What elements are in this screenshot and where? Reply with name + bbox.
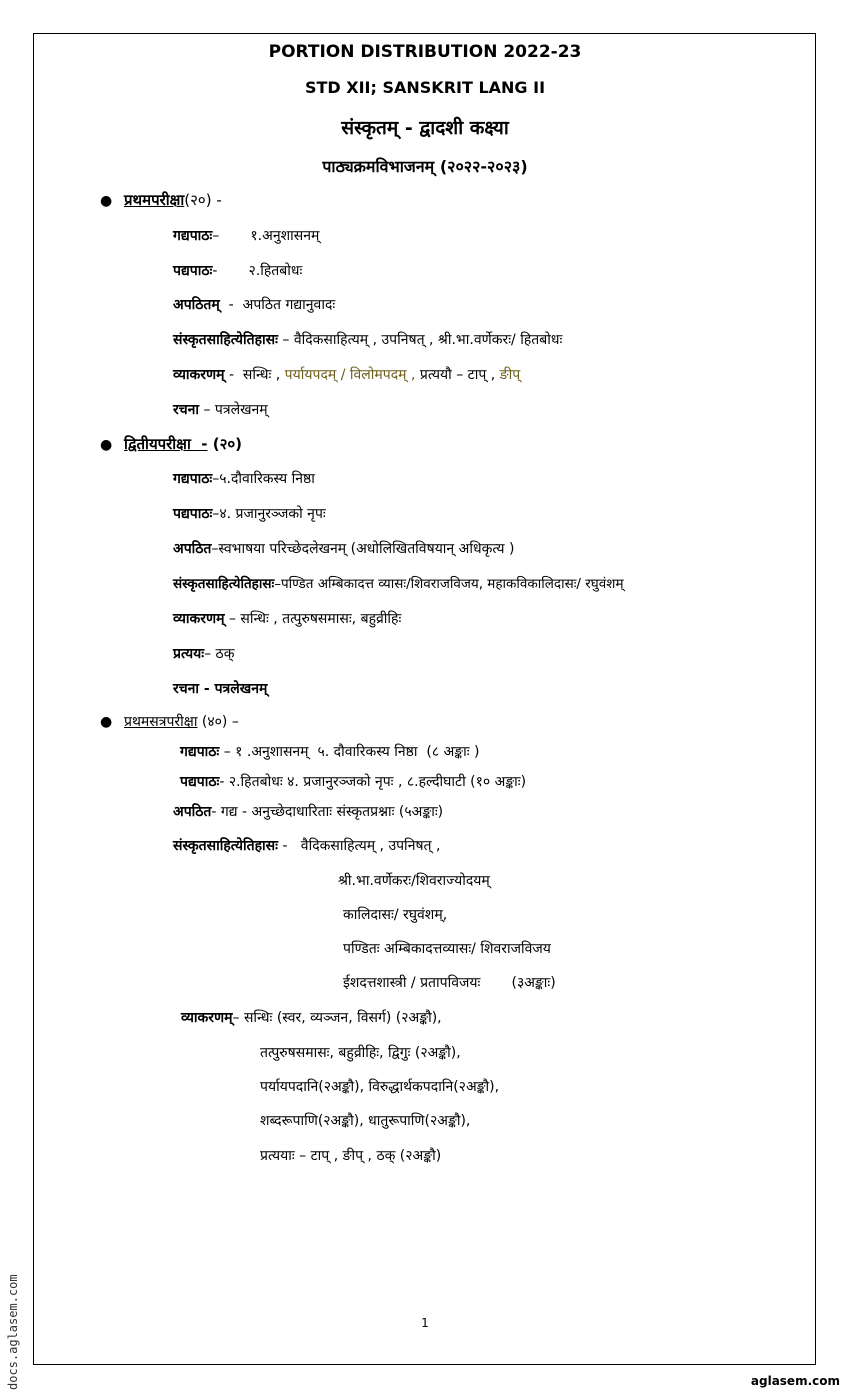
doc-title: PORTION DISTRIBUTION 2022-23 <box>268 42 582 62</box>
section3-grammar-line: प्रत्ययाः – टाप् , ङीप् , ठक् (२अङ्कौ) <box>260 1148 442 1164</box>
section2-row-unseen: अपठित–स्वभाषया परिच्छेदलेखनम् (अधोलिखितविषयान् अधिकृत्य ) <box>173 541 515 557</box>
section1-heading: ● प्रथमपरीक्षा(२०) - <box>100 191 222 209</box>
section1-row-poetry: पद्यपाठः- २.हितबोधः <box>173 263 303 279</box>
section2-row-prose: गद्यपाठः–५.दौवारिकस्य निष्ठा <box>173 471 315 487</box>
page-number: 1 <box>421 1316 429 1330</box>
bullet-icon: ● <box>100 714 113 730</box>
section1-row-grammar: व्याकरणम् - सन्धिः , पर्यायपदम् / विलोमपदम् , प्रत्ययौ – टाप् , ङीप् <box>173 367 521 383</box>
section3-grammar-line: पर्यायपदानि(२अङ्कौ), विरुद्धार्थकपदानि(२अङ्कौ), <box>260 1079 500 1095</box>
section1-row-unseen: अपठितम् - अपठित गद्यानुवादः <box>173 297 336 313</box>
section3-grammar-line: शब्दरूपाणि(२अङ्कौ), धातुरूपाणि(२अङ्कौ), <box>260 1113 471 1129</box>
section3-heading: ● प्रथमसत्रपरीक्षा (४०) – <box>100 714 239 730</box>
section2-heading: ● द्वितीयपरीक्षा - (२०) <box>100 435 243 453</box>
brand-link[interactable]: aglasem.com <box>750 1374 840 1388</box>
watermark-text: docs.aglasem.com <box>6 1274 20 1390</box>
section3-grammar-label: व्याकरणम्– सन्धिः (स्वर, व्यञ्जन, विसर्ग) (२अङ्कौ), <box>181 1010 442 1026</box>
section2-row-literature: संस्कृतसाहित्येतिहासः–पण्डित अम्बिकादत्त व्यासः/शिवराजविजय, महाकविकालिदासः/ रघुवंशम् <box>173 576 624 592</box>
bullet-icon: ● <box>100 193 113 209</box>
section2-row-grammar: व्याकरणम् – सन्धिः , तत्पुरुषसमासः, बहुव्रीहिः <box>173 611 402 627</box>
section3-literature-line: श्री.भा.वर्णेकरः/शिवराज्योदयम् <box>338 873 490 889</box>
section1-row-composition: रचना – पत्रलेखनम् <box>173 402 268 418</box>
section3-row-literature: संस्कृतसाहित्येतिहासः - वैदिकसाहित्यम् , उपनिषत् , <box>173 838 441 854</box>
section3-row-poetry: पद्यपाठः- २.हितबोधः ४. प्रजानुरञ्जको नृपः , ८.हल्दीघाटी (१० अङ्काः) <box>180 774 527 790</box>
section1-row-prose: गद्यपाठः– १.अनुशासनम् <box>173 228 320 244</box>
doc-title-sanskrit: संस्कृतम् - द्वादशी कक्ष्या <box>341 117 509 139</box>
bullet-icon: ● <box>100 437 113 453</box>
section3-row-prose: गद्यपाठः – १ .अनुशासनम् ५. दौवारिकस्य निष्ठा (८ अङ्काः ) <box>180 744 480 760</box>
section2-row-poetry: पद्यपाठः–४. प्रजानुरञ्जको नृपः <box>173 506 326 522</box>
section3-grammar-line: तत्पुरुषसमासः, बहुव्रीहिः, द्विगुः (२अङ्कौ), <box>260 1045 461 1061</box>
page-border <box>33 33 816 1365</box>
section2-row-composition: रचना - पत्रलेखनम् <box>173 681 268 697</box>
section3-literature-line: पण्डितः अम्बिकादत्तव्यासः/ शिवराजविजय <box>343 941 551 957</box>
section3-literature-line: ईशदत्तशास्त्री / प्रतापविजयः (३अङ्काः) <box>343 975 556 991</box>
section3-literature-line: कालिदासः/ रघुवंशम्, <box>343 907 448 923</box>
section3-row-unseen: अपठित- गद्य - अनुच्छेदाधारिताः संस्कृतप्रश्नाः (५अङ्काः) <box>173 804 444 820</box>
section1-row-literature: संस्कृतसाहित्येतिहासः – वैदिकसाहित्यम् , उपनिषत् , श्री.भा.वर्णेकरः/ हितबोधः <box>173 332 563 348</box>
section2-row-suffix: प्रत्ययः– ठक् <box>173 646 235 662</box>
doc-syllabus-heading: पाठ्यक्रमविभाजनम् (२०२२-२०२३) <box>322 157 528 176</box>
doc-subtitle: STD XII; SANSKRIT LANG II <box>304 78 546 97</box>
